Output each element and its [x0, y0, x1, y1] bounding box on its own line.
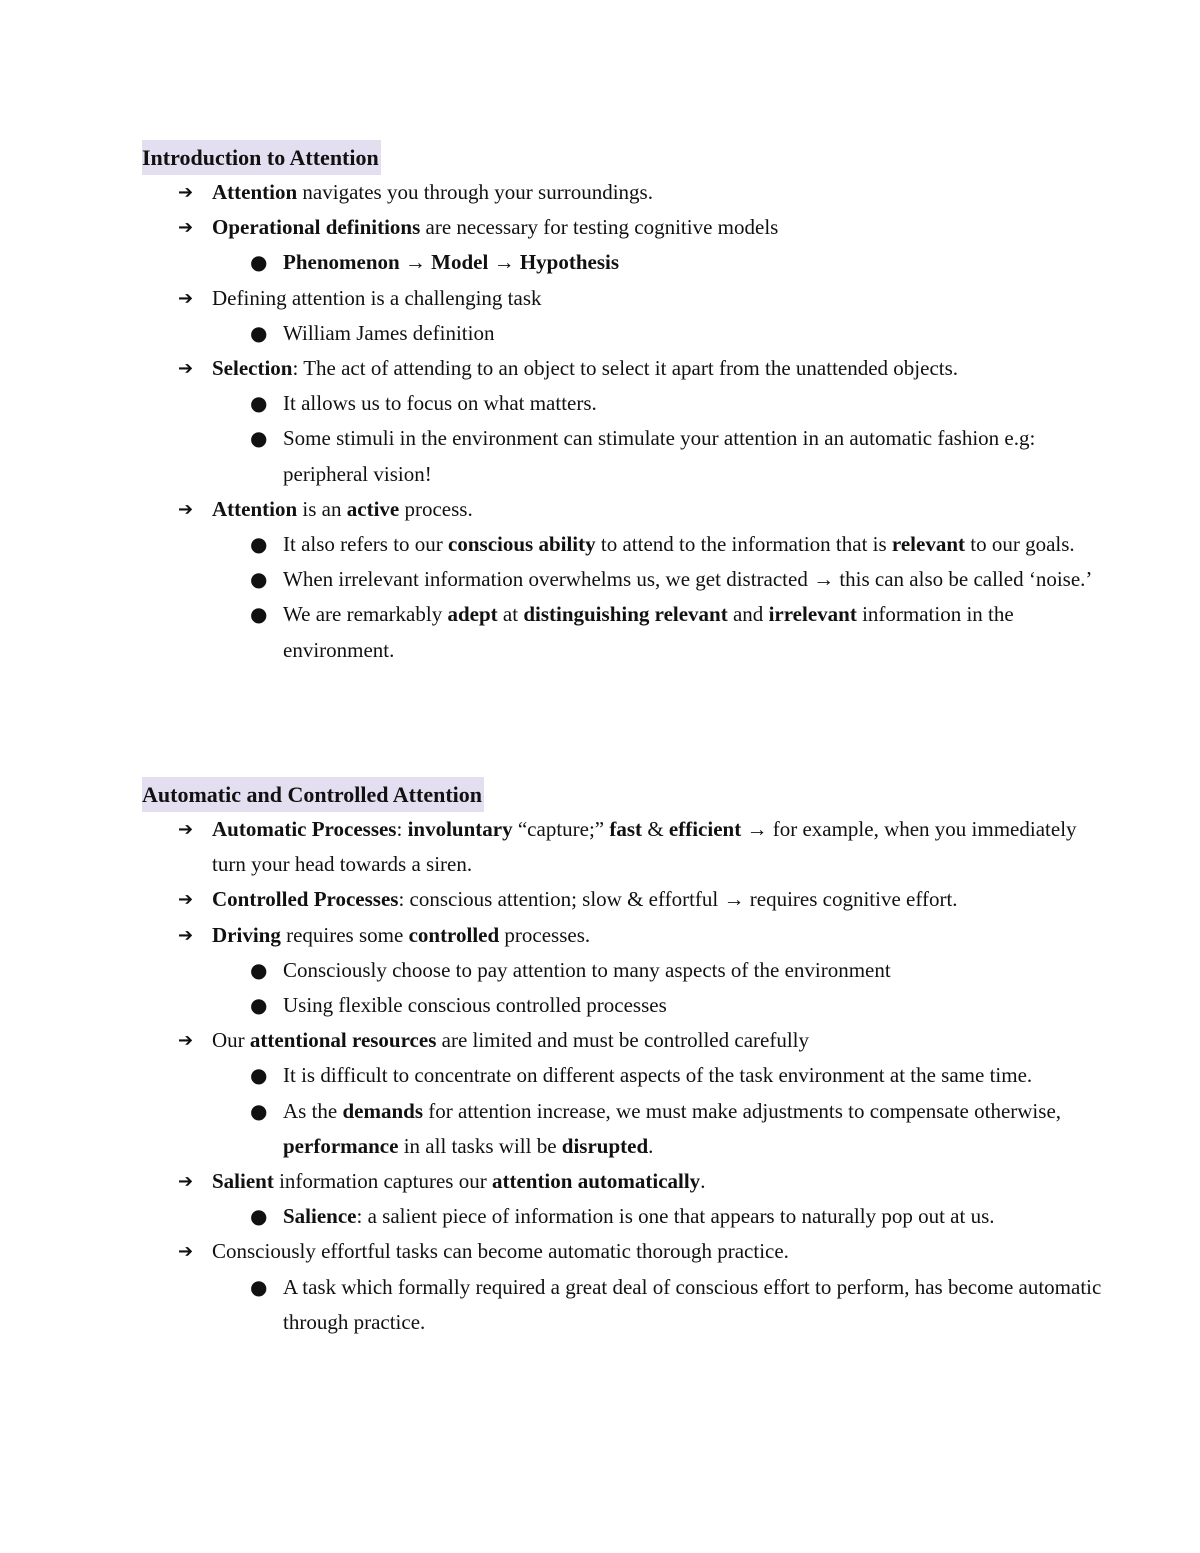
dot-bullet-icon: ●: [250, 532, 268, 557]
text: process.: [399, 496, 473, 521]
text: Some stimuli in the environment can stimulate your attention in an automatic fashion e.g: peripheral vision!: [283, 426, 1041, 486]
section-automatic-and-controlled-attention: [142, 777, 1107, 1340]
arrow-bullet-icon: ➔: [178, 182, 194, 203]
arrow-bullet-icon: ➔: [178, 498, 194, 520]
list-item: [142, 351, 1102, 386]
bold-text: Operational definitions: [212, 215, 421, 240]
text: Consciously choose to pay attention to many aspects of the environment: [283, 957, 891, 982]
text: to our goals.: [965, 532, 1075, 557]
text: : conscious attention; slow & effortful → requires cognitive effort.: [398, 887, 958, 912]
text: It is difficult to concentrate on different aspects of the task environment at the same time.: [283, 1063, 1033, 1088]
text: → for example, when you immediately turn your head towards a siren.: [212, 817, 1082, 877]
bold-text: adept: [447, 602, 498, 627]
arrow-bullet-icon: ➔: [178, 924, 194, 946]
bold-text: Salience: [283, 1204, 357, 1229]
bold-text: efficient: [668, 817, 742, 841]
list-item: [142, 281, 1102, 316]
dot-bullet-icon: ●: [250, 320, 268, 345]
bold-text: attention automatically: [491, 1169, 701, 1194]
text: .: [700, 1169, 706, 1194]
sub-list-item: [142, 1199, 1102, 1234]
list-item: [142, 918, 1102, 953]
text: requires some: [280, 922, 409, 947]
arrow-bullet-icon: ➔: [178, 287, 194, 309]
sub-list-item: [142, 562, 1102, 597]
text: information captures our: [273, 1169, 492, 1194]
bold-text: active: [346, 496, 400, 521]
sub-list-item: [142, 245, 1102, 280]
list-item: [142, 492, 1102, 527]
list-item: [142, 812, 1102, 882]
sub-list-item: [142, 421, 1102, 491]
arrow-bullet-icon: ➔: [178, 358, 194, 380]
text: We are remarkably: [283, 602, 448, 627]
dot-bullet-icon: ●: [250, 426, 268, 451]
dot-bullet-icon: ●: [250, 993, 268, 1018]
dot-bullet-icon: ●: [250, 602, 268, 627]
bold-text: controlled: [408, 922, 500, 947]
arrow-bullet-icon: ➔: [178, 889, 194, 911]
text: : a salient piece of information is one that appears to naturally pop out at us.: [356, 1204, 995, 1229]
arrow-bullet-icon: ➔: [178, 1030, 194, 1052]
sub-list-item: [142, 1270, 1107, 1340]
bold-text: Attention: [212, 180, 298, 204]
bold-text: Automatic Processes: [212, 817, 397, 841]
arrow-bullet-icon: ➔: [178, 819, 194, 840]
bullet-list: [142, 175, 1102, 668]
list-item: [142, 1164, 1102, 1199]
bold-text: Controlled Processes: [212, 887, 399, 912]
text: Using flexible conscious controlled processes: [283, 993, 667, 1018]
text: to attend to the information that is: [595, 532, 892, 557]
text: .: [648, 1133, 654, 1158]
dot-bullet-icon: ●: [250, 391, 268, 416]
dot-bullet-icon: ●: [250, 1204, 268, 1229]
bold-text: Salient: [212, 1169, 274, 1194]
bold-text: relevant: [891, 532, 966, 557]
bold-text: disrupted: [561, 1133, 649, 1158]
text: Defining attention is a challenging task: [212, 285, 542, 310]
sub-list-item: [142, 597, 1102, 667]
arrow-bullet-icon: ➔: [178, 1241, 194, 1263]
text: processes.: [499, 922, 591, 947]
bold-text: Phenomenon → Model → Hypothesis: [283, 250, 620, 275]
dot-bullet-icon: ●: [250, 1098, 268, 1123]
dot-bullet-icon: ●: [250, 1063, 268, 1088]
arrow-bullet-icon: ➔: [178, 1171, 194, 1193]
sub-list-item: [142, 527, 1102, 562]
bold-text: Selection: [212, 356, 293, 381]
section-introduction-to-attention: [142, 140, 1102, 668]
list-item: [142, 1234, 1102, 1269]
text: :: [396, 817, 408, 841]
bold-text: fast: [609, 817, 643, 841]
sub-list-item: [142, 386, 1102, 421]
bold-text: Attention: [212, 496, 298, 521]
dot-bullet-icon: ●: [250, 567, 268, 592]
text: Our: [212, 1028, 250, 1053]
text: information in the environment.: [283, 602, 1019, 662]
text: It allows us to focus on what matters.: [283, 391, 597, 416]
text: A task which formally required a great deal of conscious effort to perform, has become automatic through practice.: [283, 1274, 1107, 1334]
sub-list-item: [142, 1058, 1102, 1093]
text: and: [727, 602, 769, 627]
arrow-bullet-icon: ➔: [178, 217, 194, 239]
text: “capture;”: [512, 817, 610, 841]
text: are limited and must be controlled carefully: [436, 1028, 809, 1053]
text: As the: [283, 1098, 343, 1123]
text: When irrelevant information overwhelms us, we get distracted → this can also be called ‘noise.’: [283, 567, 1093, 592]
sub-list-item: [142, 1094, 1102, 1164]
section-heading: Introduction to Attention: [142, 140, 381, 175]
dot-bullet-icon: ●: [250, 957, 268, 982]
text: &: [642, 817, 669, 841]
text: at: [497, 602, 524, 627]
bold-text: Driving: [212, 922, 281, 947]
bold-text: attentional resources: [249, 1028, 437, 1053]
sub-list-item: [142, 953, 1102, 988]
text: are necessary for testing cognitive models: [420, 215, 779, 240]
text: Consciously effortful tasks can become automatic thorough practice.: [212, 1239, 789, 1264]
list-item: [142, 1023, 1102, 1058]
section-heading: Automatic and Controlled Attention: [142, 777, 484, 812]
bold-text: demands: [342, 1098, 424, 1123]
sub-list-item: [142, 316, 1102, 351]
bold-text: distinguishing relevant: [523, 602, 728, 627]
text: William James definition: [283, 320, 495, 345]
bullet-list: [142, 812, 1107, 1340]
bold-text: irrelevant: [768, 602, 857, 627]
text: for attention increase, we must make adjustments to compensate otherwise,: [423, 1098, 1067, 1123]
text: in all tasks will be: [398, 1133, 562, 1158]
text: navigates you through your surroundings.: [297, 180, 653, 204]
list-item: [142, 175, 1102, 210]
text: is an: [297, 496, 347, 521]
text: It also refers to our: [283, 532, 449, 557]
dot-bullet-icon: ●: [250, 250, 268, 275]
text: : The act of attending to an object to select it apart from the unattended objects.: [292, 356, 959, 381]
list-item: [142, 882, 1102, 917]
bold-text: conscious ability: [448, 532, 596, 557]
dot-bullet-icon: ●: [250, 1274, 268, 1299]
bold-text: performance: [283, 1133, 399, 1158]
list-item: [142, 210, 1102, 245]
sub-list-item: [142, 988, 1102, 1023]
bold-text: involuntary: [407, 817, 513, 841]
